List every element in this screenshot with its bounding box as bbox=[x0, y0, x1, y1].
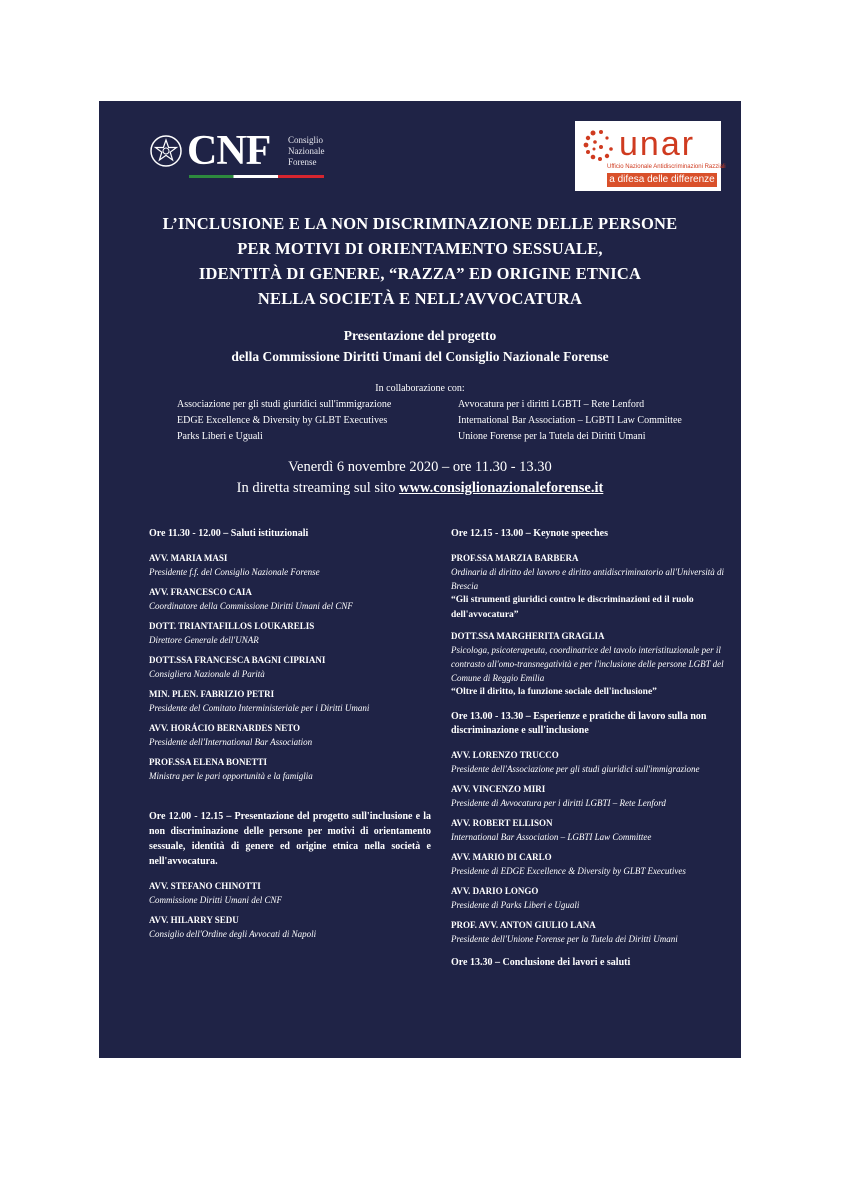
event-title bbox=[99, 211, 741, 311]
event-info bbox=[99, 457, 741, 499]
title-line: L’INCLUSIONE E LA NON DISCRIMINAZIONE DELLE PERSONE bbox=[162, 214, 678, 233]
speaker-name: AVV. HILARRY SEDU bbox=[149, 915, 239, 925]
speaker-name: AVV. ROBERT ELLISON bbox=[451, 818, 553, 828]
speaker-name: MIN. PLEN. FABRIZIO PETRI bbox=[149, 689, 275, 699]
session-heading: Ore 12.00 - 12.15 – Presentazione del progetto sull'inclusione e la non discriminazione delle persone per motivi di orientamento sessuale, identità di genere ed origine etnica nella società e nell'avvocatura. bbox=[149, 811, 431, 867]
speaker-role: Consigliera Nazionale di Parità bbox=[149, 669, 265, 679]
speaker-name: PROF. AVV. ANTON GIULIO LANA bbox=[451, 920, 596, 930]
speaker-role: Presidente del Comitato Interministeriale per i Diritti Umani bbox=[149, 703, 370, 713]
unar-wordmark: unar bbox=[619, 125, 696, 163]
cnf-full-name bbox=[288, 135, 324, 168]
speaker-name: PROF.SSA ELENA BONETTI bbox=[149, 757, 267, 767]
session-heading: Ore 12.15 - 13.00 – Keynote speeches bbox=[451, 528, 609, 539]
unar-logo bbox=[575, 121, 726, 191]
speaker bbox=[451, 884, 733, 912]
speaker-name: AVV. FRANCESCO CAIA bbox=[149, 587, 252, 597]
speaker-role: Ordinaria di diritto del lavoro e diritto antidiscriminatorio all'Università di Brescia bbox=[451, 567, 725, 591]
event-streaming bbox=[99, 478, 741, 499]
program-right-column bbox=[451, 527, 733, 980]
talk-title: “Oltre il diritto, la funzione sociale dell'inclusione” bbox=[451, 687, 657, 697]
cnf-logo bbox=[149, 128, 349, 181]
speaker-list bbox=[451, 748, 733, 946]
speaker-name: AVV. STEFANO CHINOTTI bbox=[149, 881, 261, 891]
speaker bbox=[451, 782, 733, 810]
keynote-speaker bbox=[451, 629, 733, 700]
speaker-role: International Bar Association – LGBTI Law Committee bbox=[451, 832, 652, 842]
streaming-prefix: In diretta streaming sul sito bbox=[236, 480, 399, 496]
partner: Parks Liberi e Uguali bbox=[177, 431, 263, 442]
speaker-name: AVV. DARIO LONGO bbox=[451, 886, 539, 896]
speaker bbox=[451, 850, 733, 878]
collaboration-partners-right bbox=[458, 397, 682, 445]
partner: Unione Forense per la Tutela dei Diritti Umani bbox=[458, 431, 646, 442]
unar-tagline: a difesa delle differenze bbox=[607, 173, 717, 187]
speaker bbox=[149, 585, 431, 613]
title-line: PER MOTIVI DI ORIENTAMENTO SESSUALE, bbox=[237, 239, 603, 258]
partner: International Bar Association – LGBTI Law Committee bbox=[458, 415, 682, 426]
cnf-name-line: Consiglio bbox=[288, 135, 324, 145]
speaker-name: DOTT.SSA MARGHERITA GRAGLIA bbox=[451, 631, 605, 641]
speaker-role: Presidente di EDGE Excellence & Diversity by GLBT Executives bbox=[451, 866, 686, 876]
speaker-name: DOTT.SSA FRANCESCA BAGNI CIPRIANI bbox=[149, 655, 326, 665]
cnf-name-line: Nazionale bbox=[288, 146, 325, 156]
speaker-role: Psicologa, psicoterapeuta, coordinatrice del tavolo interistituzionale per il contrasto all'omo-transnegatività e per l'inclusione delle persone LGBT del Comune di Reggio Emilia bbox=[451, 645, 724, 683]
speaker-role: Direttore Generale dell'UNAR bbox=[149, 635, 259, 645]
speaker-name: AVV. LORENZO TRUCCO bbox=[451, 750, 559, 760]
speaker-role: Consiglio dell'Ordine degli Avvocati di Napoli bbox=[149, 929, 317, 939]
event-date: Venerdì 6 novembre 2020 – ore 11.30 - 13.30 bbox=[288, 459, 552, 475]
speaker-name: AVV. MARIO DI CARLO bbox=[451, 852, 552, 862]
speaker bbox=[451, 816, 733, 844]
website-link[interactable]: www.consiglionazionaleforense.it bbox=[398, 480, 604, 496]
speaker-role: Commissione Diritti Umani del CNF bbox=[149, 895, 283, 905]
partner: EDGE Excellence & Diversity by GLBT Executives bbox=[177, 415, 388, 426]
speaker-role: Presidente di Parks Liberi e Uguali bbox=[451, 900, 580, 910]
speaker-name: AVV. HORÁCIO BERNARDES NETO bbox=[149, 723, 301, 733]
cnf-acronym: CNF bbox=[187, 128, 271, 174]
speaker-role: Ministra per le pari opportunità e la famiglia bbox=[149, 771, 313, 781]
speaker-name: AVV. MARIA MASI bbox=[149, 553, 228, 563]
talk-title: “Gli strumenti giuridici contro le discriminazioni ed il ruolo dell'avvocatura” bbox=[451, 595, 694, 620]
speaker bbox=[451, 918, 733, 946]
speaker-name: DOTT. TRIANTAFILLOS LOUKARELIS bbox=[149, 621, 315, 631]
subtitle-line: della Commissione Diritti Umani del Consiglio Nazionale Forense bbox=[231, 349, 609, 364]
partner: Avvocatura per i diritti LGBTI – Rete Lenford bbox=[458, 399, 645, 410]
subtitle-line: Presentazione del progetto bbox=[343, 328, 497, 343]
event-subtitle bbox=[99, 325, 741, 367]
keynote-speaker bbox=[451, 551, 733, 623]
partner: Associazione per gli studi giuridici sull'immigrazione bbox=[177, 399, 392, 410]
closing-session: Ore 13.30 – Conclusione dei lavori e saluti bbox=[451, 957, 631, 968]
speaker bbox=[149, 619, 431, 647]
speaker bbox=[149, 721, 431, 749]
speaker bbox=[149, 755, 431, 783]
speaker bbox=[149, 551, 431, 579]
session-heading: Ore 13.00 - 13.30 – Esperienze e pratiche di lavoro sulla non discriminazione e sull'inclusione bbox=[451, 711, 707, 736]
session-heading: Ore 11.30 - 12.00 – Saluti istituzionali bbox=[149, 528, 309, 539]
speaker-list bbox=[149, 551, 431, 783]
title-line: NELLA SOCIETÀ E NELL’AVVOCATURA bbox=[257, 289, 583, 308]
speaker bbox=[149, 653, 431, 681]
speaker-list bbox=[149, 879, 431, 941]
speaker-role: Presidente dell'Associazione per gli studi giuridici sull'immigrazione bbox=[451, 764, 700, 774]
speaker-role: Presidente f.f. del Consiglio Nazionale Forense bbox=[149, 567, 320, 577]
poster bbox=[99, 101, 741, 1058]
italian-emblem-icon bbox=[149, 134, 183, 168]
speaker bbox=[149, 879, 431, 907]
speaker-role: Presidente dell'Unione Forense per la Tutela dei Diritti Umani bbox=[451, 934, 678, 944]
title-line: IDENTITÀ DI GENERE, “RAZZA” ED ORIGINE ETNICA bbox=[198, 264, 642, 283]
speaker-role: Coordinatore della Commissione Diritti Umani del CNF bbox=[149, 601, 353, 611]
unar-emblem-icon bbox=[581, 127, 617, 165]
speaker-role: Presidente di Avvocatura per i diritti LGBTI – Rete Lenford bbox=[451, 798, 666, 808]
speaker bbox=[149, 687, 431, 715]
tricolor-stripe bbox=[189, 175, 324, 178]
speaker bbox=[451, 748, 733, 776]
speaker bbox=[149, 913, 431, 941]
speaker-name: PROF.SSA MARZIA BARBERA bbox=[451, 553, 579, 563]
cnf-name-line: Forense bbox=[288, 157, 317, 167]
speaker-role: Presidente dell'International Bar Association bbox=[149, 737, 313, 747]
unar-office-name: Ufficio Nazionale Antidiscriminazioni Razziali bbox=[607, 164, 726, 170]
program-left-column bbox=[149, 527, 431, 947]
collaboration-heading: In collaborazione con: bbox=[375, 383, 465, 394]
collaboration-partners-left bbox=[177, 397, 391, 445]
speaker-name: AVV. VINCENZO MIRI bbox=[451, 784, 546, 794]
